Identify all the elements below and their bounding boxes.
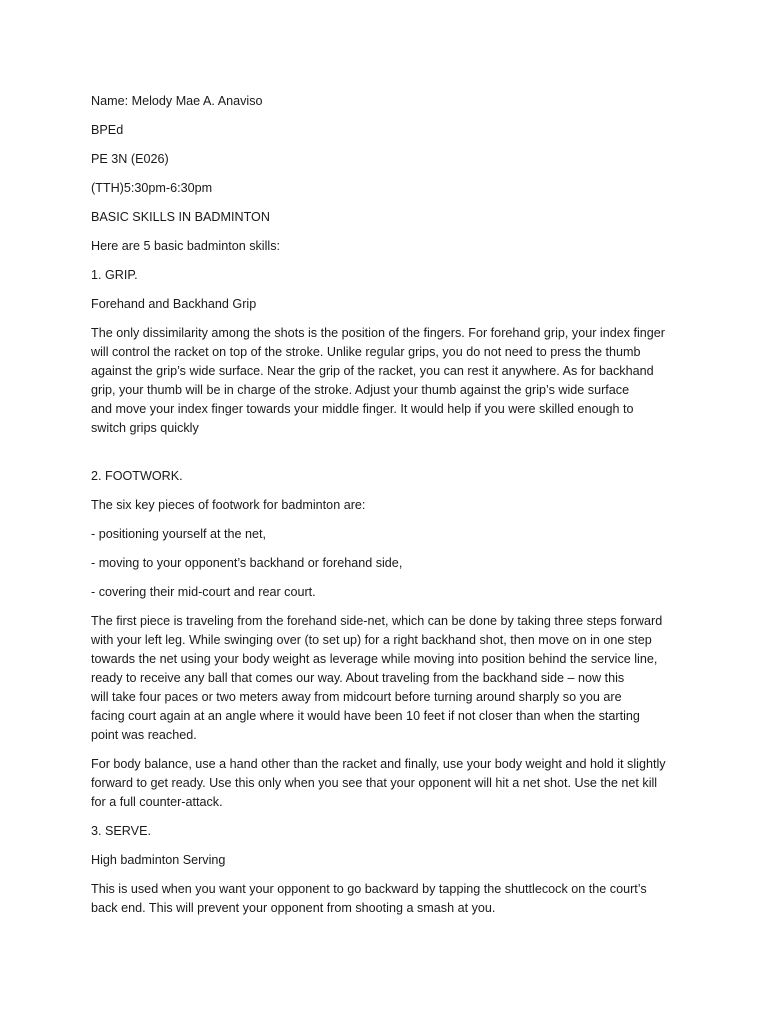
serve-paragraph — [91, 880, 708, 918]
section: PE 3N (E026) — [91, 152, 169, 166]
course: BPEd — [91, 123, 124, 137]
paragraph-line: will control the racket on top of the stroke. Unlike regular grips, you do not need to press the thumb — [91, 345, 641, 359]
paragraph-line: The first piece is traveling from the forehand side-net, which can be done by taking three steps forward — [91, 614, 663, 628]
footwork-heading: 2. FOOTWORK. — [91, 469, 183, 483]
document-title: BASIC SKILLS IN BADMINTON — [91, 210, 270, 224]
intro-text: Here are 5 basic badminton skills: — [91, 239, 280, 253]
paragraph-line: forward to get ready. Use this only when you see that your opponent will hit a net shot. Use the net kill — [91, 776, 658, 790]
paragraph-line: facing court again at an angle where it would have been 10 feet if not closer than when the starting — [91, 709, 640, 723]
serve-subheading: High badminton Serving — [91, 853, 226, 867]
footwork-paragraph-1 — [91, 612, 708, 745]
paragraph-line: towards the net using your body weight as leverage while moving into position behind the service line, — [91, 652, 658, 666]
paragraph-line: For body balance, use a hand other than the racket and finally, use your body weight and hold it slightly — [91, 757, 666, 771]
paragraph-line: against the grip’s wide surface. Near the grip of the racket, you can rest it anywhere. As for backhand — [91, 364, 654, 378]
paragraph-line: for a full counter-attack. — [91, 795, 223, 809]
list-item: - moving to your opponent’s backhand or forehand side, — [91, 556, 403, 570]
blank-line — [91, 448, 708, 467]
footwork-intro: The six key pieces of footwork for badminton are: — [91, 498, 366, 512]
serve-heading: 3. SERVE. — [91, 824, 151, 838]
paragraph-line: will take four paces or two meters away from midcourt before turning around sharply so you are — [91, 690, 622, 704]
footwork-paragraph-2 — [91, 755, 708, 812]
paragraph-line: point was reached. — [91, 728, 197, 742]
student-name: Name: Melody Mae A. Anaviso — [91, 94, 263, 108]
paragraph-line: This is used when you want your opponent to go backward by tapping the shuttlecock on the court’s — [91, 882, 647, 896]
grip-heading: 1. GRIP. — [91, 268, 138, 282]
list-item: - positioning yourself at the net, — [91, 527, 267, 541]
paragraph-line: The only dissimilarity among the shots is the position of the fingers. For forehand grip, your index finger — [91, 326, 666, 340]
paragraph-line: back end. This will prevent your opponent from shooting a smash at you. — [91, 901, 496, 915]
paragraph-line: with your left leg. While swinging over (to set up) for a right backhand shot, then move on in one step — [91, 633, 652, 647]
grip-subheading: Forehand and Backhand Grip — [91, 297, 257, 311]
paragraph-line: grip, your thumb will be in charge of the stroke. Adjust your thumb against the grip’s wide surface — [91, 383, 630, 397]
list-item: - covering their mid-court and rear court. — [91, 585, 316, 599]
paragraph-line: switch grips quickly — [91, 421, 199, 435]
schedule: (TTH)5:30pm-6:30pm — [91, 181, 213, 195]
grip-paragraph — [91, 324, 708, 438]
paragraph-line: ready to receive any ball that comes our way. About traveling from the backhand side – now this — [91, 671, 625, 685]
paragraph-line: and move your index finger towards your middle finger. It would help if you were skilled enough to — [91, 402, 634, 416]
